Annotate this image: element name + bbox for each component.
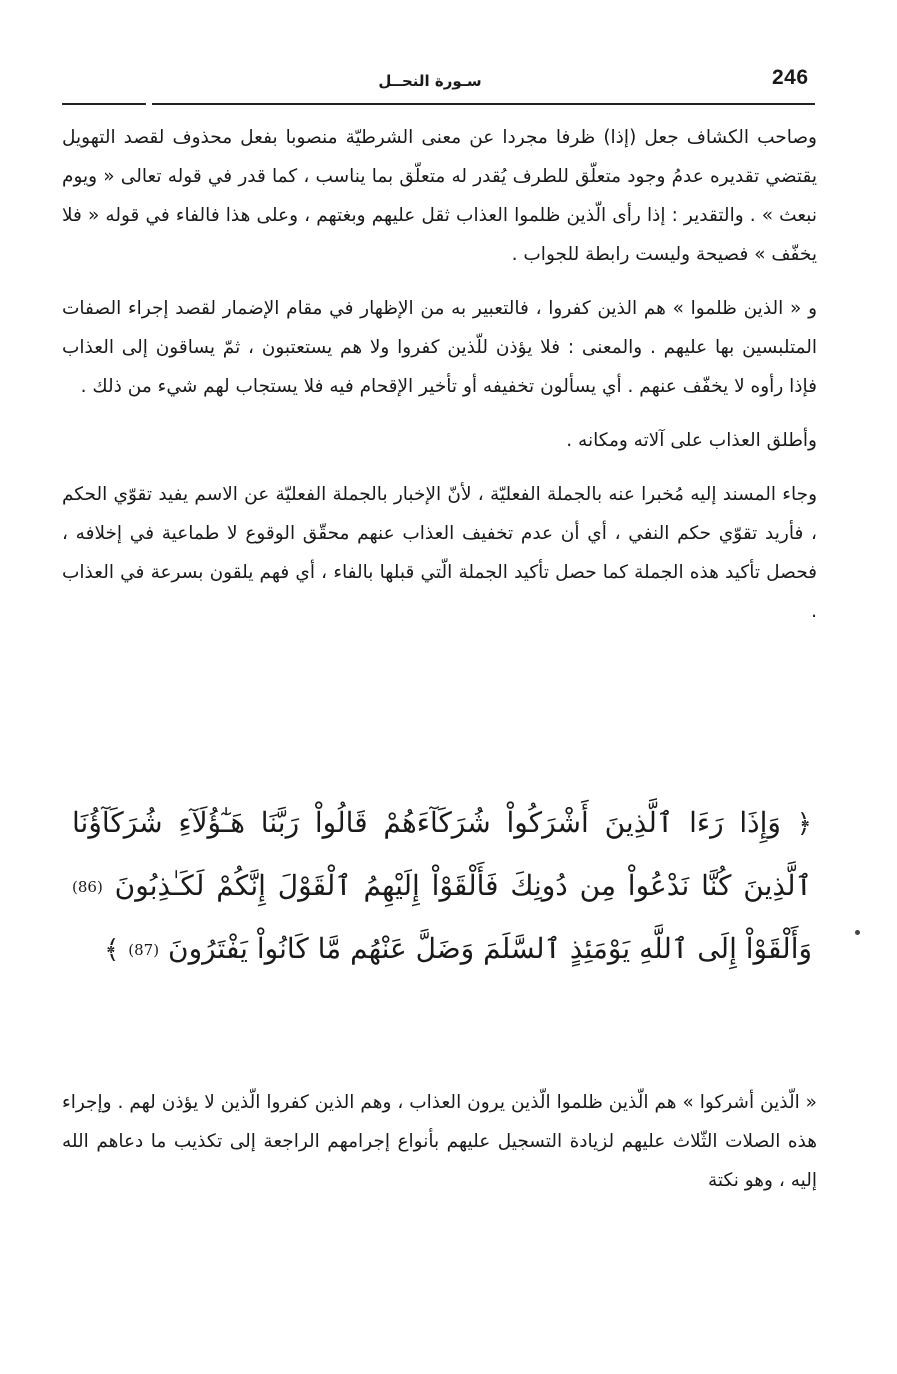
verse-number-87: (87) — [128, 941, 160, 959]
paragraph-5: « الّذين أشركوا » هم الّذين ظلموا الّذين يرون العذاب ، وهم الذين كفروا الّذين لا يؤذن لهم . وإجراء هذه الصلات الثّلاث عليهم لزيادة التسجيل عليهم بأنواع إجرامهم الراجعة إلى تكذيب ما دعاهم الله إليه ، وهو نكتة — [62, 1092, 817, 1191]
page-number: 246 — [772, 66, 809, 89]
verse-open-brace: ﴿ — [796, 809, 813, 839]
verse-number-86: (86) — [72, 878, 103, 896]
paragraph-3: وأطلق العذاب على آلاته ومكانه . — [566, 430, 817, 451]
verse-close-brace: ﴾ — [104, 935, 120, 965]
scan-mark-dot — [855, 930, 860, 935]
commentary-tail — [62, 1083, 817, 1200]
paragraph-1: وصاحب الكشاف جعل (إذا) ظرفا مجردا عن معنى الشرطيّة منصوبا بفعل محذوف لقصد التهويل يقتضي تقديره عدمُ وجود متعلّق للطرف يُقدر له متعلّق بما يناسب ، كما قدر في قوله تعالى « ويوم نبعث » . والتقدير : إذا رأى الّذين ظلموا العذاب ثقل عليهم وبغتهم ، وعلى هذا فالفاء في قوله « فلا يخفّف » فصيحة وليست رابطة للجواب . — [62, 127, 817, 265]
running-title: سـورة النحــل — [378, 72, 482, 90]
paragraph-4: وجاء المسند إليه مُخبرا عنه بالجملة الفعليّة ، لأنّ الإخبار بالجملة الفعليّة عن الاسم يفيد تقوّي الحكم ، فأريد تقوّي حكم النفي ، أي أن عدم تخفيف العذاب عنهم محقّق الوقوع لا طماعية في إخلافه ، فحصل تأكيد هذه الجملة كما حصل تأكيد الجملة الّتي قبلها بالفاء ، أي فهم يلقون بسرعة في العذاب . — [62, 484, 817, 622]
commentary-body — [62, 118, 817, 631]
verse-text-87: وَأَلْقَوْاْ إِلَى ٱللَّهِ يَوْمَئِذٍ ٱلسَّلَمَ وَضَلَّ عَنْهُم مَّا كَانُواْ يَفْتَرُونَ — [168, 932, 812, 965]
paragraph-2: و « الذين ظلموا » هم الذين كفروا ، فالتعبير به من الإظهار في مقام الإضمار لقصد إجراء الصفات المتلبسين بها عليهم . والمعنى : فلا يؤذن للّذين كفروا ولا هم يستعتبون ، ثمّ يساقون إلى العذاب فإذا رأوه لا يخفّف عنهم . أي يسألون تخفيفه أو تأخير الإقحام فيه فلا يستجاب لهم شيء من ذلك . — [62, 298, 817, 397]
header-rule-right — [152, 103, 815, 105]
header-rule-left — [62, 103, 146, 105]
quran-verse-block — [72, 792, 812, 981]
verse-text-86: وَإِذَا رَءَا ٱلَّذِينَ أَشْرَكُواْ شُرَكَآءَهُمْ قَالُواْ رَبَّنَا هَـٰٓؤُلَآءِ شُرَكَآؤُنَا ٱلَّذِينَ كُنَّا نَدْعُواْ مِن دُونِكَ فَأَلْقَوْاْ إِلَيْهِمُ ٱلْقَوْلَ إِنَّكُمْ لَكَـٰذِبُونَ — [72, 806, 812, 902]
